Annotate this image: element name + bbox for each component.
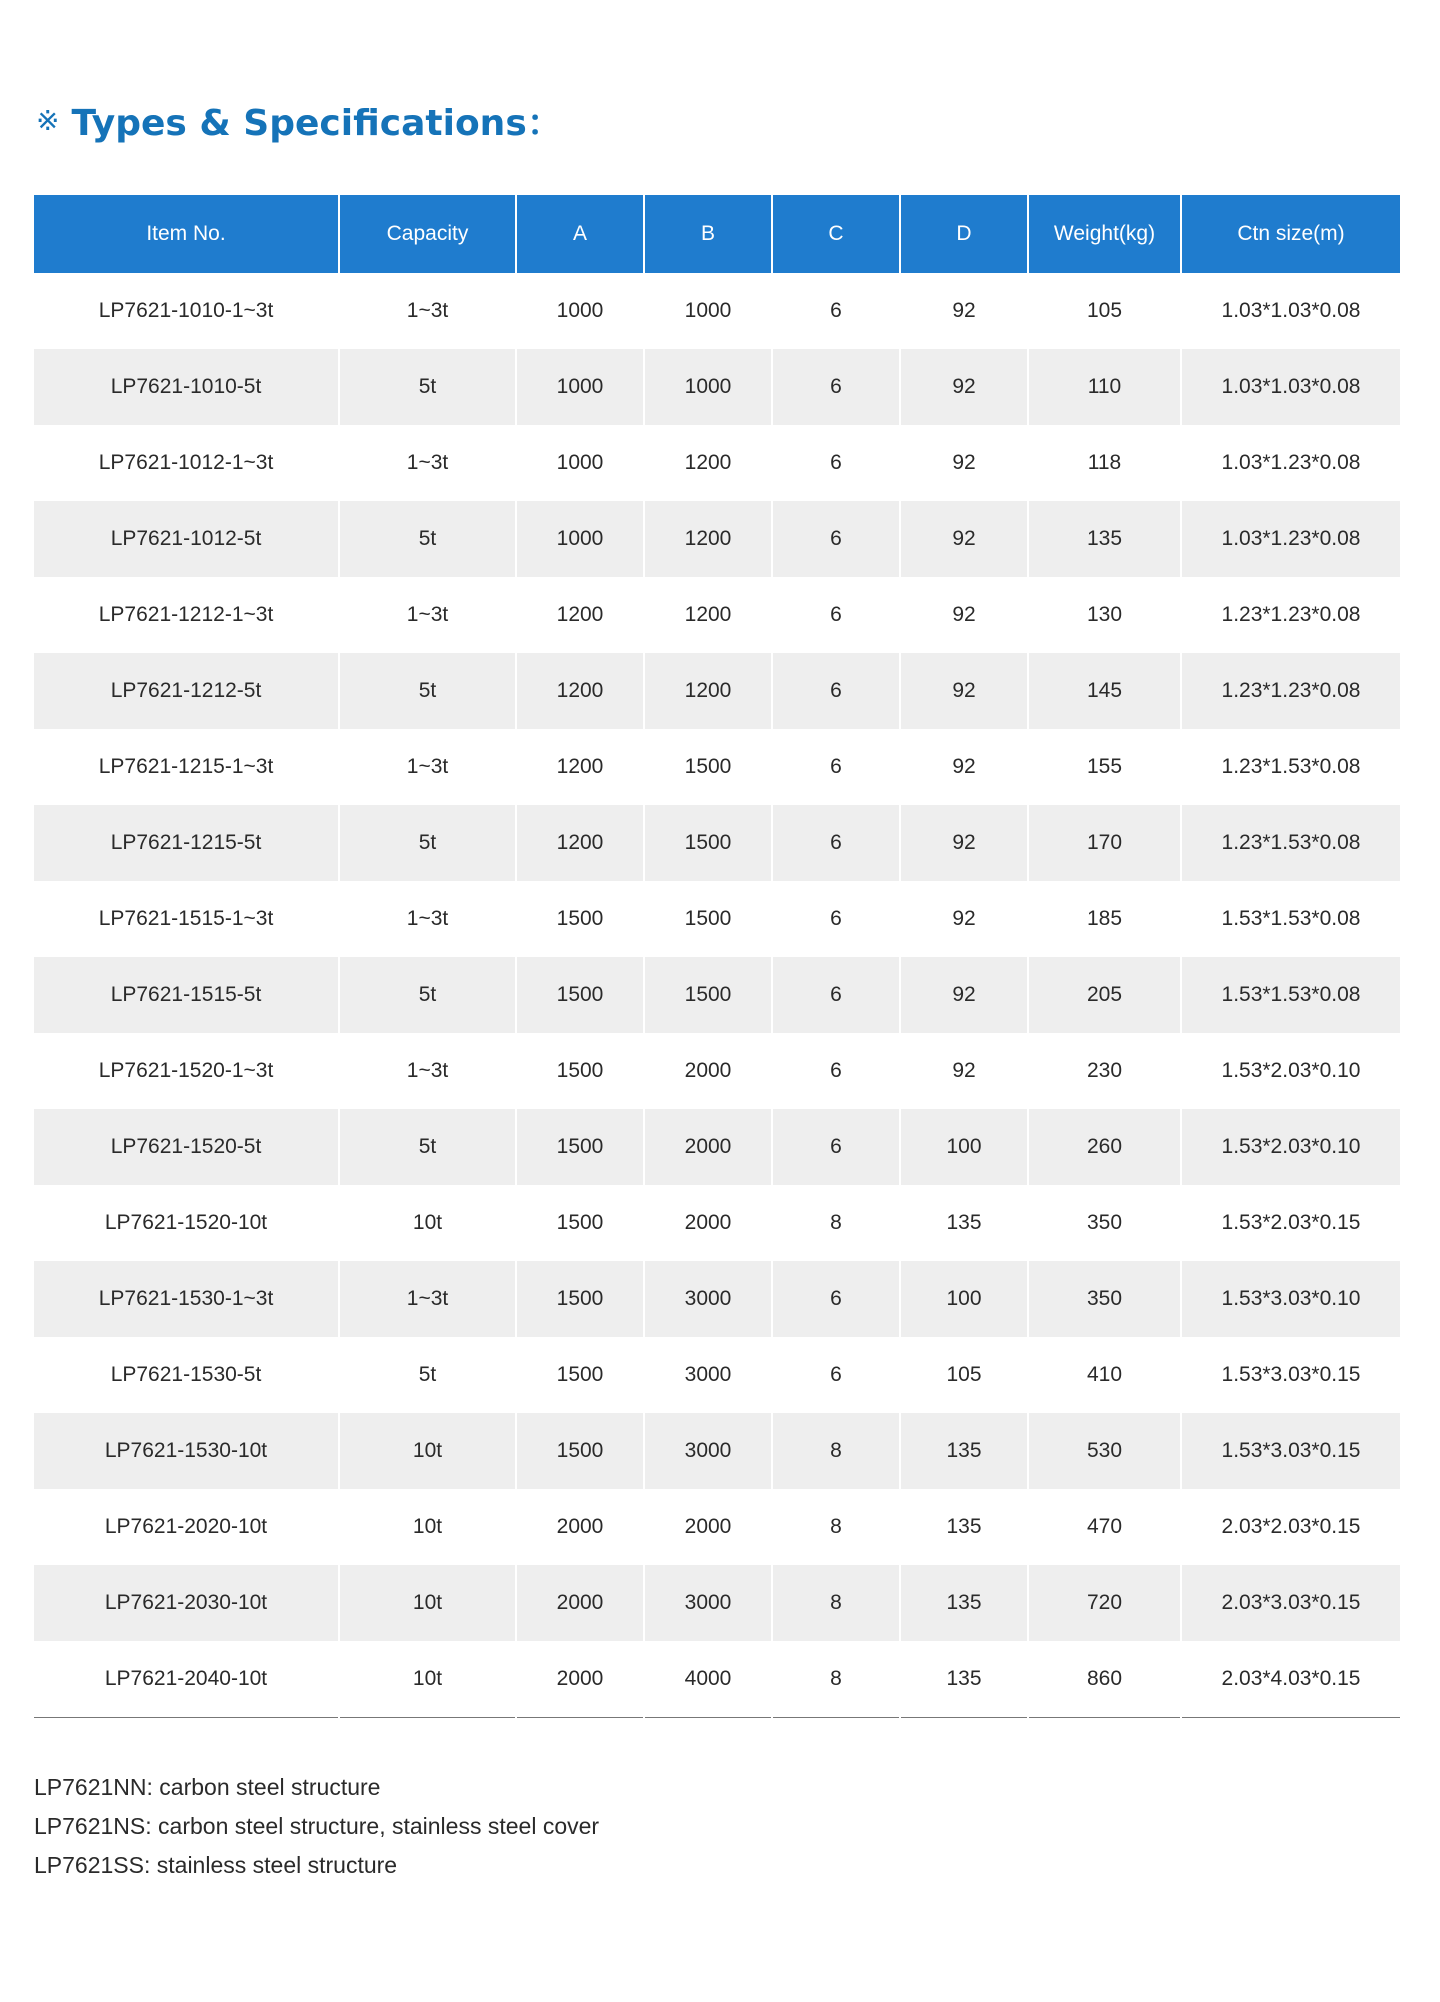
cell-capacity: 5t [339, 1109, 516, 1185]
column-header-b: B [644, 195, 772, 273]
cell-d: 92 [900, 881, 1028, 957]
table-row [34, 1413, 1400, 1489]
cell-b: 1000 [644, 273, 772, 349]
cell-ctn-size: 1.53*1.53*0.08 [1181, 957, 1400, 1033]
cell-ctn-size: 1.03*1.03*0.08 [1181, 349, 1400, 425]
cell-item-no: LP7621-1215-1~3t [34, 729, 339, 805]
cell-d: 135 [900, 1413, 1028, 1489]
note-line: LP7621SS: stainless steel structure [34, 1852, 398, 1878]
cell-d: 105 [900, 1337, 1028, 1413]
cell-c: 6 [772, 501, 900, 577]
cell-capacity: 10t [339, 1489, 516, 1565]
cell-b: 1500 [644, 881, 772, 957]
cell-capacity: 5t [339, 501, 516, 577]
cell-weight: 230 [1028, 1033, 1181, 1109]
cell-ctn-size: 2.03*3.03*0.15 [1181, 1565, 1400, 1641]
cell-a: 1000 [516, 349, 644, 425]
cell-weight: 118 [1028, 425, 1181, 501]
cell-ctn-size: 1.03*1.03*0.08 [1181, 273, 1400, 349]
cell-b: 1200 [644, 653, 772, 729]
cell-weight: 145 [1028, 653, 1181, 729]
cell-weight: 170 [1028, 805, 1181, 881]
cell-c: 6 [772, 805, 900, 881]
cell-item-no: LP7621-1530-10t [34, 1413, 339, 1489]
cell-a: 1200 [516, 729, 644, 805]
table-row [34, 425, 1400, 501]
table-row [34, 957, 1400, 1033]
cell-c: 6 [772, 273, 900, 349]
table-row [34, 1641, 1400, 1718]
cell-b: 2000 [644, 1489, 772, 1565]
cell-ctn-size: 1.53*3.03*0.15 [1181, 1337, 1400, 1413]
cell-a: 1000 [516, 501, 644, 577]
cell-ctn-size: 1.23*1.23*0.08 [1181, 577, 1400, 653]
cell-weight: 530 [1028, 1413, 1181, 1489]
cell-item-no: LP7621-1212-1~3t [34, 577, 339, 653]
cell-c: 6 [772, 1109, 900, 1185]
table-row [34, 1489, 1400, 1565]
cell-b: 1500 [644, 729, 772, 805]
cell-b: 3000 [644, 1337, 772, 1413]
cell-weight: 350 [1028, 1185, 1181, 1261]
column-header-a: A [516, 195, 644, 273]
cell-d: 135 [900, 1565, 1028, 1641]
cell-item-no: LP7621-1520-1~3t [34, 1033, 339, 1109]
cell-item-no: LP7621-1212-5t [34, 653, 339, 729]
cell-b: 1500 [644, 805, 772, 881]
cell-ctn-size: 2.03*2.03*0.15 [1181, 1489, 1400, 1565]
cell-c: 6 [772, 729, 900, 805]
column-header-capacity: Capacity [339, 195, 516, 273]
cell-item-no: LP7621-2020-10t [34, 1489, 339, 1565]
cell-item-no: LP7621-1530-1~3t [34, 1261, 339, 1337]
cell-ctn-size: 1.53*2.03*0.10 [1181, 1109, 1400, 1185]
cell-ctn-size: 1.03*1.23*0.08 [1181, 425, 1400, 501]
cell-a: 1200 [516, 653, 644, 729]
cell-weight: 410 [1028, 1337, 1181, 1413]
cell-item-no: LP7621-1012-5t [34, 501, 339, 577]
cell-item-no: LP7621-1515-5t [34, 957, 339, 1033]
cell-c: 8 [772, 1413, 900, 1489]
cell-c: 6 [772, 577, 900, 653]
cell-d: 135 [900, 1185, 1028, 1261]
cell-weight: 105 [1028, 273, 1181, 349]
cell-d: 92 [900, 425, 1028, 501]
cell-c: 8 [772, 1641, 900, 1718]
table-body [34, 273, 1400, 1718]
cell-d: 92 [900, 349, 1028, 425]
cell-capacity: 10t [339, 1565, 516, 1641]
cell-c: 6 [772, 881, 900, 957]
cell-a: 1500 [516, 957, 644, 1033]
cell-item-no: LP7621-1215-5t [34, 805, 339, 881]
cell-a: 1200 [516, 577, 644, 653]
table-row [34, 805, 1400, 881]
cell-capacity: 1~3t [339, 273, 516, 349]
cell-capacity: 1~3t [339, 1261, 516, 1337]
table-row [34, 1033, 1400, 1109]
note-line: LP7621NS: carbon steel structure, stainless steel cover [34, 1813, 600, 1839]
cell-weight: 135 [1028, 501, 1181, 577]
cell-a: 1500 [516, 1261, 644, 1337]
cell-capacity: 10t [339, 1185, 516, 1261]
cell-a: 1500 [516, 881, 644, 957]
section-heading [36, 96, 563, 144]
cell-item-no: LP7621-2040-10t [34, 1641, 339, 1718]
cell-weight: 205 [1028, 957, 1181, 1033]
cell-weight: 470 [1028, 1489, 1181, 1565]
cell-capacity: 10t [339, 1413, 516, 1489]
cell-ctn-size: 1.53*1.53*0.08 [1181, 881, 1400, 957]
cell-ctn-size: 1.23*1.53*0.08 [1181, 805, 1400, 881]
cell-item-no: LP7621-1520-5t [34, 1109, 339, 1185]
cell-ctn-size: 1.53*2.03*0.15 [1181, 1185, 1400, 1261]
cell-b: 1200 [644, 425, 772, 501]
cell-capacity: 1~3t [339, 1033, 516, 1109]
table-row [34, 729, 1400, 805]
column-header-item-no: Item No. [34, 195, 339, 273]
cell-d: 92 [900, 729, 1028, 805]
cell-c: 6 [772, 349, 900, 425]
reference-mark-icon: ※ [36, 103, 60, 137]
cell-item-no: LP7621-1530-5t [34, 1337, 339, 1413]
cell-c: 8 [772, 1185, 900, 1261]
cell-b: 2000 [644, 1109, 772, 1185]
cell-c: 6 [772, 653, 900, 729]
cell-item-no: LP7621-1520-10t [34, 1185, 339, 1261]
cell-c: 6 [772, 425, 900, 501]
cell-a: 1500 [516, 1109, 644, 1185]
cell-item-no: LP7621-1010-1~3t [34, 273, 339, 349]
cell-c: 6 [772, 957, 900, 1033]
table-row [34, 1185, 1400, 1261]
cell-b: 1200 [644, 501, 772, 577]
cell-ctn-size: 1.23*1.23*0.08 [1181, 653, 1400, 729]
table-header [34, 195, 1400, 273]
cell-capacity: 5t [339, 1337, 516, 1413]
cell-capacity: 1~3t [339, 881, 516, 957]
cell-capacity: 1~3t [339, 729, 516, 805]
cell-weight: 720 [1028, 1565, 1181, 1641]
table-row [34, 1109, 1400, 1185]
cell-capacity: 5t [339, 805, 516, 881]
cell-b: 3000 [644, 1261, 772, 1337]
column-header-d: D [900, 195, 1028, 273]
cell-d: 100 [900, 1261, 1028, 1337]
table-row [34, 577, 1400, 653]
cell-item-no: LP7621-1012-1~3t [34, 425, 339, 501]
cell-item-no: LP7621-1010-5t [34, 349, 339, 425]
cell-weight: 860 [1028, 1641, 1181, 1718]
cell-capacity: 1~3t [339, 577, 516, 653]
cell-c: 6 [772, 1261, 900, 1337]
cell-a: 1000 [516, 425, 644, 501]
cell-weight: 130 [1028, 577, 1181, 653]
cell-d: 92 [900, 577, 1028, 653]
cell-b: 1000 [644, 349, 772, 425]
cell-capacity: 1~3t [339, 425, 516, 501]
cell-d: 92 [900, 1033, 1028, 1109]
cell-d: 135 [900, 1641, 1028, 1718]
table-row [34, 349, 1400, 425]
cell-ctn-size: 2.03*4.03*0.15 [1181, 1641, 1400, 1718]
cell-d: 92 [900, 957, 1028, 1033]
cell-d: 92 [900, 805, 1028, 881]
table-row [34, 1565, 1400, 1641]
table-row [34, 881, 1400, 957]
column-header-c: C [772, 195, 900, 273]
cell-c: 6 [772, 1033, 900, 1109]
cell-d: 92 [900, 501, 1028, 577]
column-header-ctn-size: Ctn size(m) [1181, 195, 1400, 273]
cell-c: 8 [772, 1565, 900, 1641]
cell-a: 2000 [516, 1565, 644, 1641]
note-line: LP7621NN: carbon steel structure [34, 1774, 381, 1800]
cell-b: 1500 [644, 957, 772, 1033]
cell-a: 1500 [516, 1413, 644, 1489]
specifications-table [34, 195, 1400, 1718]
cell-item-no: LP7621-1515-1~3t [34, 881, 339, 957]
cell-capacity: 5t [339, 653, 516, 729]
cell-ctn-size: 1.03*1.23*0.08 [1181, 501, 1400, 577]
cell-b: 2000 [644, 1033, 772, 1109]
cell-a: 1000 [516, 273, 644, 349]
cell-weight: 155 [1028, 729, 1181, 805]
cell-weight: 185 [1028, 881, 1181, 957]
cell-a: 2000 [516, 1489, 644, 1565]
table-row [34, 1261, 1400, 1337]
header-row [34, 195, 1400, 273]
column-header-weight: Weight(kg) [1028, 195, 1181, 273]
model-notes [34, 1768, 599, 1885]
cell-capacity: 5t [339, 349, 516, 425]
cell-c: 6 [772, 1337, 900, 1413]
cell-c: 8 [772, 1489, 900, 1565]
cell-ctn-size: 1.53*3.03*0.15 [1181, 1413, 1400, 1489]
table-row [34, 273, 1400, 349]
cell-a: 1500 [516, 1337, 644, 1413]
cell-capacity: 10t [339, 1641, 516, 1718]
cell-b: 4000 [644, 1641, 772, 1718]
table-row [34, 501, 1400, 577]
cell-capacity: 5t [339, 957, 516, 1033]
cell-d: 100 [900, 1109, 1028, 1185]
cell-ctn-size: 1.53*2.03*0.10 [1181, 1033, 1400, 1109]
cell-ctn-size: 1.23*1.53*0.08 [1181, 729, 1400, 805]
cell-d: 135 [900, 1489, 1028, 1565]
cell-a: 2000 [516, 1641, 644, 1718]
section-title: Types & Specifications： [71, 102, 563, 144]
cell-b: 1200 [644, 577, 772, 653]
table-row [34, 653, 1400, 729]
cell-b: 3000 [644, 1413, 772, 1489]
cell-ctn-size: 1.53*3.03*0.10 [1181, 1261, 1400, 1337]
cell-a: 1500 [516, 1033, 644, 1109]
cell-b: 3000 [644, 1565, 772, 1641]
table-row [34, 1337, 1400, 1413]
cell-a: 1200 [516, 805, 644, 881]
cell-a: 1500 [516, 1185, 644, 1261]
cell-b: 2000 [644, 1185, 772, 1261]
cell-weight: 350 [1028, 1261, 1181, 1337]
cell-d: 92 [900, 653, 1028, 729]
cell-weight: 260 [1028, 1109, 1181, 1185]
cell-d: 92 [900, 273, 1028, 349]
cell-weight: 110 [1028, 349, 1181, 425]
cell-item-no: LP7621-2030-10t [34, 1565, 339, 1641]
